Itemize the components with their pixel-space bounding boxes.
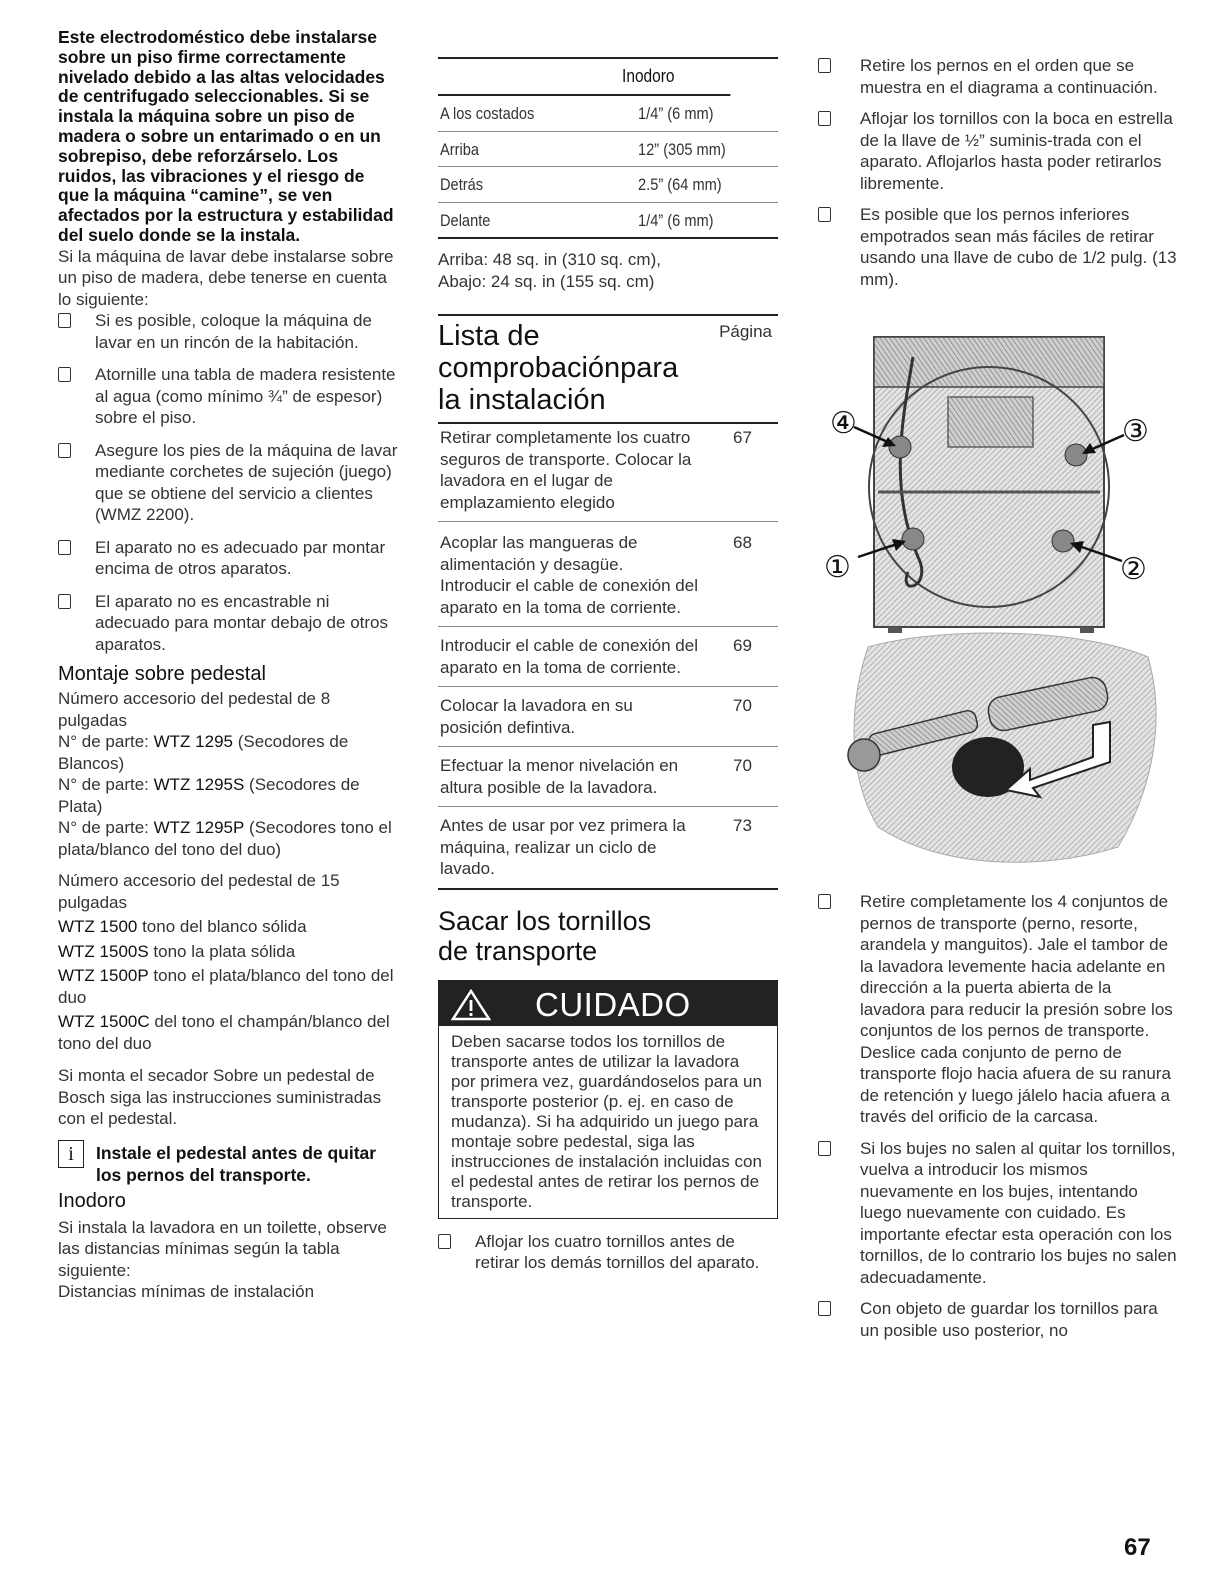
bolt-1 xyxy=(902,528,924,550)
caution-label: CUIDADO xyxy=(535,985,691,1023)
ped8-item: N° de parte: WTZ 1295 (Secodores de Blancos) xyxy=(58,732,349,773)
ped8-item: N° de parte: WTZ 1295P (Secodores tono el plata/blanco del tono del duo) xyxy=(58,818,392,859)
checkbox-icon xyxy=(818,58,831,73)
table-header: Inodoro xyxy=(438,59,730,96)
ped15-item: WTZ 1500P tono el plata/blanco del tono del duo xyxy=(58,966,394,1007)
info-icon: i xyxy=(58,1140,84,1168)
pedestal-note: Si monta el secador Sobre un pedestal de Bosch siga las instrucciones suministradas con el pedestal. xyxy=(58,1066,382,1129)
column-right xyxy=(818,55,1180,290)
info-text: Instale el pedestal antes de quitar los pernos del transporte. xyxy=(96,1142,377,1185)
list-item: Es posible que los pernos inferiores empotrados sean más fáciles de retirar usando una llave de cubo de 1/2 pulg. (13 mm). xyxy=(818,204,1180,290)
caution-text: Deben sacarse todos los tornillos de transporte antes de utilizar la lavadora por primera vez, guardándoselos para un transporte posterior (p. ej. en caso de mudanza). Si ha adquirido un juego para montaje sobre pedestal, siga las instrucciones de instalación incluidas con el pedestal antes de retirar los pernos de transporte. xyxy=(451,1031,762,1211)
checklist-item: Colocar la lavadora en su posición defintiva. 70 xyxy=(438,687,778,747)
list-item: Aflojar los cuatro tornillos antes de retirar los demás tornillos del aparato. xyxy=(438,1231,778,1274)
list-item: Con objeto de guardar los tornillos para un posible uso posterior, no xyxy=(818,1298,1180,1341)
ped15-item: WTZ 1500 tono del blanco sólida xyxy=(58,917,307,937)
checklist-item: Retirar completamente los cuatro seguros de transporte. Colocar la lavadora en el lugar de emplazamiento elegido 67 xyxy=(438,424,778,522)
list-item: Asegure los pies de la máquina de lavar mediante corchetes de sujeción (juego) que se obtiene del servicio a clientes (WMZ 2200). xyxy=(58,440,398,526)
center-bracket xyxy=(948,397,1033,447)
column-right-bottom xyxy=(818,891,1180,1341)
wood-floor-bullets xyxy=(58,310,398,655)
checkbox-icon xyxy=(818,1301,831,1316)
list-item: Retire los pernos en el orden que se muestra en el diagrama a continuación. xyxy=(818,55,1180,98)
column-middle xyxy=(438,57,778,1274)
table-row: Arriba 12” (305 mm) xyxy=(438,132,778,168)
pedestal-heading: Montaje sobre pedestal xyxy=(58,663,266,686)
bolt-4 xyxy=(889,436,911,458)
callout-2: ② xyxy=(1120,552,1147,587)
callout-4: ④ xyxy=(830,406,857,441)
list-item: El aparato no es adecuado par montar encima de otros aparatos. xyxy=(58,537,398,580)
bolt-head xyxy=(848,739,880,771)
ped8-item: N° de parte: WTZ 1295S (Secodores de Plata) xyxy=(58,775,360,816)
ped8-intro: Número accesorio del pedestal de 8 pulgadas xyxy=(58,689,331,730)
bolt-3 xyxy=(1065,444,1087,466)
checkbox-icon xyxy=(58,367,71,382)
list-item: Si los bujes no salen al quitar los tornillos, vuelva a introducir los mismos nuevamente en los bujes, intentando luego nuevamente con cuidado. Es importante efectar esta operación con los tornillos, de lo contrario los bujes no salen adecuadamente. xyxy=(818,1138,1180,1289)
table-row: Delante 1/4” (6 mm) xyxy=(440,210,714,230)
caution-bar xyxy=(439,981,777,1026)
callout-1: ① xyxy=(824,550,851,585)
checklist-item: Acoplar las mangueras de alimentación y desagüe. Introducir el cable de conexión del aparato en la toma de corriente. 68 xyxy=(438,522,778,627)
table-note: Arriba: 48 sq. in (310 sq. cm), xyxy=(438,250,661,269)
lead-text: Este electrodoméstico debe instalarse sobre un piso firme correctamente nivelado debido a las altas velocidades de centrifugado seleccionables. Si se instala la máquina sobre un piso de madera o sobre un entarimado o en un sobrepiso, debe reforzárselo. Los ruidos, las vibraciones y el riesgo de que la máquina “camine”, se ven afectados por la estructura y estabilidad del suelo donde se la instala xyxy=(58,27,394,245)
list-item: Aflojar los tornillos con la boca en estrella de la llave de ½” suminis-trada con el aparato. Aflojarlos hasta poder retirarlos libremente. xyxy=(818,108,1180,194)
ped15-item: WTZ 1500C del tono el champán/blanco del tono del duo xyxy=(58,1012,390,1053)
list-item: El aparato no es encastrable ni adecuado para montar debajo de otros aparatos. xyxy=(58,591,398,656)
page-number: 67 xyxy=(1124,1534,1151,1561)
checkbox-icon xyxy=(818,894,831,909)
checklist-item: Efectuar la menor nivelación en altura posible de la lavadora. 70 xyxy=(438,747,778,807)
warning-icon xyxy=(451,989,491,1021)
ped15-intro: Número accesorio del pedestal de 15 pulgadas xyxy=(58,871,340,912)
checklist-title: Lista de comprobaciónpara la instalación Página xyxy=(438,314,778,424)
list-item: Si es posible, coloque la máquina de lavar en un rincón de la habitación. xyxy=(58,310,398,353)
checkbox-icon xyxy=(818,207,831,222)
column-left xyxy=(58,28,398,1303)
checkbox-icon xyxy=(58,540,71,555)
checkbox-icon xyxy=(818,1141,831,1156)
inodoro-caption: Distancias mínimas de instalación xyxy=(58,1282,315,1302)
checklist-item: Antes de usar por vez primera la máquina, realizar un ciclo de lavado. 73 xyxy=(438,807,778,890)
table-note: Abajo: 24 sq. in (155 sq. cm) xyxy=(438,271,655,291)
info-note xyxy=(58,1142,398,1186)
lead-paragraph: Este electrodoméstico debe instalarse sobre un piso firme correctamente nivelado debido a las altas velocidades de centrifugado seleccionables. Si se instala la máquina sobre un piso de madera o sobre un entarimado o en un sobrepiso, debe reforzárselo. Los ruidos, las vibraciones y el riesgo de que la máquina “camine”, se ven afectados por la estructura y estabilidad del suelo donde se la instala. xyxy=(58,27,394,245)
transport-heading: Sacar los tornillos de transporte xyxy=(438,905,652,966)
intro-paragraph: Si la máquina de lavar debe instalarse sobre un piso de madera, debe tenerse en cuenta lo siguiente: xyxy=(58,246,394,309)
table-row: Detrás 2.5” (64 mm) xyxy=(438,167,778,203)
checkbox-icon xyxy=(438,1234,451,1249)
bolt-2 xyxy=(1052,530,1074,552)
checklist-items xyxy=(438,424,778,890)
transport-bolt-illustration xyxy=(818,327,1168,872)
checkbox-icon xyxy=(58,594,71,609)
inodoro-text: Si instala la lavadora en un toilette, observe las distancias mínimas según la tabla siguiente: xyxy=(58,1217,387,1280)
checkbox-icon xyxy=(818,111,831,126)
page-column-label: Página xyxy=(719,322,772,341)
checkbox-icon xyxy=(58,443,71,458)
list-item: Atornille una tabla de madera resistente al agua (como mínimo ¾” de espesor) sobre el piso. xyxy=(58,364,398,429)
ped15-item: WTZ 1500S tono la plata sólida xyxy=(58,941,296,961)
checklist-item: Introducir el cable de conexión del aparato en la toma de corriente. 69 xyxy=(438,627,778,687)
table-row: A los costados 1/4” (6 mm) xyxy=(438,96,778,132)
clearance-table xyxy=(438,57,778,239)
callout-3: ③ xyxy=(1122,414,1149,449)
caution-box xyxy=(438,980,778,1219)
checkbox-icon xyxy=(58,313,71,328)
machine-foot xyxy=(888,627,902,633)
machine-foot xyxy=(1080,627,1094,633)
inodoro-heading: Inodoro xyxy=(58,1189,126,1212)
list-item: Retire completamente los 4 conjuntos de pernos de transporte (perno, resorte, arandela y manguitos). Jale el tambor de la lavadora levemente hacia adelante en dirección a la puerta abierta de la lavadora para reducir la presión sobre los conjuntos de los pernos de transporte. Deslice cada conjunto de perno de transporte flojo hacia afuera de su ranura de retención y luego jálelo hacia afuera a través del orificio de la carcasa. xyxy=(818,891,1180,1128)
